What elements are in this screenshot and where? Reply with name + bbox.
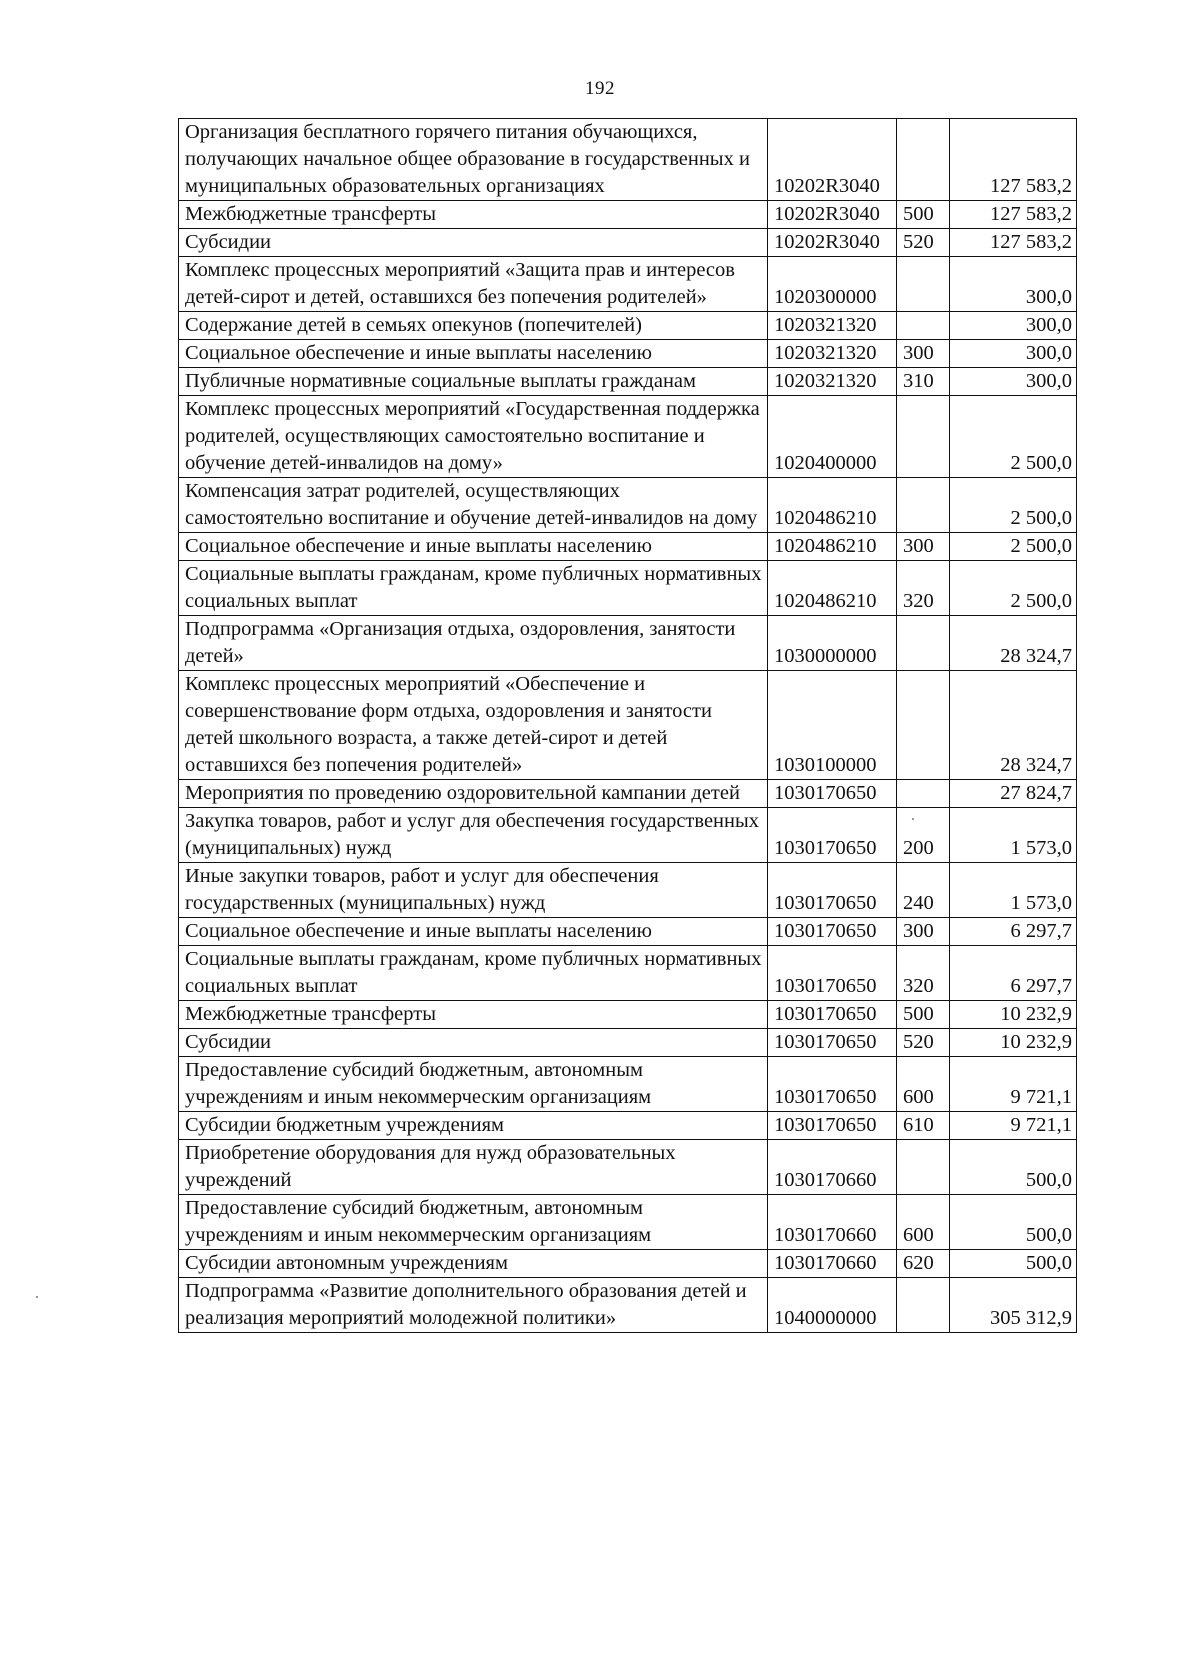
row-type-cell: 300 [897,340,950,368]
row-type-cell: 520 [897,229,950,257]
table-row [179,1195,1077,1250]
row-name-cell: Субсидии бюджетным учреждениям [179,1112,768,1140]
row-name-cell: Межбюджетные трансферты [179,1001,768,1029]
table-row [179,863,1077,918]
row-amount-cell: 28 324,7 [950,671,1077,780]
row-amount-cell: 10 232,9 [950,1029,1077,1057]
table-row [179,1140,1077,1195]
row-type-cell: 500 [897,1001,950,1029]
table-row [179,671,1077,780]
table-row [179,1001,1077,1029]
table-row [179,478,1077,533]
row-code-cell: 10202R3040 [768,201,897,229]
row-type-cell [897,119,950,201]
row-type-cell [897,396,950,478]
row-type-cell: 310 [897,368,950,396]
row-name-cell: Субсидии автономным учреждениям [179,1250,768,1278]
row-code-cell: 1030170650 [768,1029,897,1057]
row-amount-cell: 300,0 [950,257,1077,312]
row-amount-cell: 1 573,0 [950,863,1077,918]
row-name-cell: Социальное обеспечение и иные выплаты населению [179,918,768,946]
row-type-cell [897,1278,950,1333]
row-code-cell: 1030000000 [768,616,897,671]
table-row [179,312,1077,340]
row-amount-cell: 127 583,2 [950,229,1077,257]
row-type-cell: 200 [897,808,950,863]
row-type-cell: 520 [897,1029,950,1057]
row-type-cell: 300 [897,533,950,561]
row-amount-cell: 2 500,0 [950,533,1077,561]
row-type-cell [897,616,950,671]
row-name-cell: Закупка товаров, работ и услуг для обеспечения государственных (муниципальных) нужд [179,808,768,863]
row-code-cell: 1030170650 [768,946,897,1001]
row-amount-cell: 127 583,2 [950,119,1077,201]
table-row [179,257,1077,312]
row-amount-cell: 2 500,0 [950,396,1077,478]
page-number: 192 [585,78,615,99]
row-name-cell: Публичные нормативные социальные выплаты гражданам [179,368,768,396]
row-name-cell: Социальное обеспечение и иные выплаты населению [179,533,768,561]
row-amount-cell: 6 297,7 [950,918,1077,946]
row-amount-cell: 9 721,1 [950,1057,1077,1112]
row-name-cell: Социальные выплаты гражданам, кроме публичных нормативных социальных выплат [179,946,768,1001]
table-row [179,533,1077,561]
row-amount-cell: 6 297,7 [950,946,1077,1001]
row-name-cell: Иные закупки товаров, работ и услуг для обеспечения государственных (муниципальных) нужд [179,863,768,918]
row-code-cell: 1030170650 [768,918,897,946]
row-code-cell: 1030170650 [768,863,897,918]
table-row [179,1278,1077,1333]
row-code-cell: 1030170660 [768,1250,897,1278]
row-amount-cell: 27 824,7 [950,780,1077,808]
table-row [179,616,1077,671]
row-code-cell: 1030170650 [768,1112,897,1140]
budget-table-body [179,119,1077,1333]
scan-speck [912,818,914,820]
row-code-cell: 1020400000 [768,396,897,478]
row-type-cell: 610 [897,1112,950,1140]
table-row [179,340,1077,368]
row-code-cell: 1030170650 [768,780,897,808]
row-name-cell: Предоставление субсидий бюджетным, автономным учреждениям и иным некоммерческим организациям [179,1057,768,1112]
row-code-cell: 1020321320 [768,368,897,396]
row-type-cell [897,478,950,533]
table-row [179,229,1077,257]
row-amount-cell: 305 312,9 [950,1278,1077,1333]
row-name-cell: Комплекс процессных мероприятий «Обеспечение и совершенствование форм отдыха, оздоровления и занятости детей школьного возраста, а также детей-сирот и детей оставшихся без попечения родителей» [179,671,768,780]
row-type-cell: 300 [897,918,950,946]
row-amount-cell: 28 324,7 [950,616,1077,671]
row-amount-cell: 2 500,0 [950,561,1077,616]
row-name-cell: Субсидии [179,229,768,257]
scan-speck [36,1296,38,1298]
row-amount-cell: 10 232,9 [950,1001,1077,1029]
row-type-cell [897,671,950,780]
table-row [179,368,1077,396]
table-row [179,561,1077,616]
row-name-cell: Организация бесплатного горячего питания обучающихся, получающих начальное общее образование в государственных и муниципальных образовательных организациях [179,119,768,201]
row-code-cell: 1020486210 [768,561,897,616]
table-row [179,396,1077,478]
table-row [179,946,1077,1001]
row-code-cell: 1020321320 [768,340,897,368]
row-code-cell: 1030100000 [768,671,897,780]
row-amount-cell: 300,0 [950,312,1077,340]
row-name-cell: Предоставление субсидий бюджетным, автономным учреждениям и иным некоммерческим организациям [179,1195,768,1250]
row-code-cell: 1020321320 [768,312,897,340]
row-name-cell: Межбюджетные трансферты [179,201,768,229]
row-amount-cell: 500,0 [950,1140,1077,1195]
row-name-cell: Субсидии [179,1029,768,1057]
row-type-cell [897,257,950,312]
row-code-cell: 1030170660 [768,1140,897,1195]
row-amount-cell: 127 583,2 [950,201,1077,229]
row-name-cell: Социальные выплаты гражданам, кроме публичных нормативных социальных выплат [179,561,768,616]
row-code-cell: 1020486210 [768,478,897,533]
row-amount-cell: 500,0 [950,1195,1077,1250]
table-row [179,1029,1077,1057]
row-code-cell: 1020486210 [768,533,897,561]
table-row [179,918,1077,946]
row-type-cell: 500 [897,201,950,229]
row-code-cell: 1020300000 [768,257,897,312]
row-type-cell [897,312,950,340]
budget-table [178,118,1077,1333]
table-row [179,119,1077,201]
row-code-cell: 1030170650 [768,808,897,863]
row-name-cell: Содержание детей в семьях опекунов (попечителей) [179,312,768,340]
row-name-cell: Подпрограмма «Организация отдыха, оздоровления, занятости детей» [179,616,768,671]
row-amount-cell: 9 721,1 [950,1112,1077,1140]
row-amount-cell: 2 500,0 [950,478,1077,533]
table-row [179,1057,1077,1112]
row-type-cell [897,780,950,808]
row-name-cell: Подпрограмма «Развитие дополнительного образования детей и реализация мероприятий молодежной политики» [179,1278,768,1333]
row-code-cell: 10202R3040 [768,119,897,201]
row-name-cell: Комплекс процессных мероприятий «Государственная поддержка родителей, осуществляющих самостоятельно воспитание и обучение детей-инвалидов на дому» [179,396,768,478]
row-code-cell: 10202R3040 [768,229,897,257]
row-name-cell: Социальное обеспечение и иные выплаты населению [179,340,768,368]
row-type-cell: 320 [897,561,950,616]
row-type-cell: 600 [897,1195,950,1250]
row-name-cell: Компенсация затрат родителей, осуществляющих самостоятельно воспитание и обучение детей-инвалидов на дому [179,478,768,533]
row-name-cell: Мероприятия по проведению оздоровительной кампании детей [179,780,768,808]
row-type-cell: 320 [897,946,950,1001]
row-type-cell: 600 [897,1057,950,1112]
row-code-cell: 1030170650 [768,1057,897,1112]
row-type-cell: 240 [897,863,950,918]
row-amount-cell: 300,0 [950,368,1077,396]
row-amount-cell: 300,0 [950,340,1077,368]
row-amount-cell: 500,0 [950,1250,1077,1278]
table-row [179,780,1077,808]
table-row [179,1250,1077,1278]
row-code-cell: 1040000000 [768,1278,897,1333]
row-amount-cell: 1 573,0 [950,808,1077,863]
table-row [179,201,1077,229]
row-code-cell: 1030170660 [768,1195,897,1250]
row-name-cell: Приобретение оборудования для нужд образовательных учреждений [179,1140,768,1195]
table-row [179,1112,1077,1140]
row-type-cell: 620 [897,1250,950,1278]
table-row [179,808,1077,863]
row-type-cell [897,1140,950,1195]
row-name-cell: Комплекс процессных мероприятий «Защита прав и интересов детей-сирот и детей, оставшихся без попечения родителей» [179,257,768,312]
row-code-cell: 1030170650 [768,1001,897,1029]
